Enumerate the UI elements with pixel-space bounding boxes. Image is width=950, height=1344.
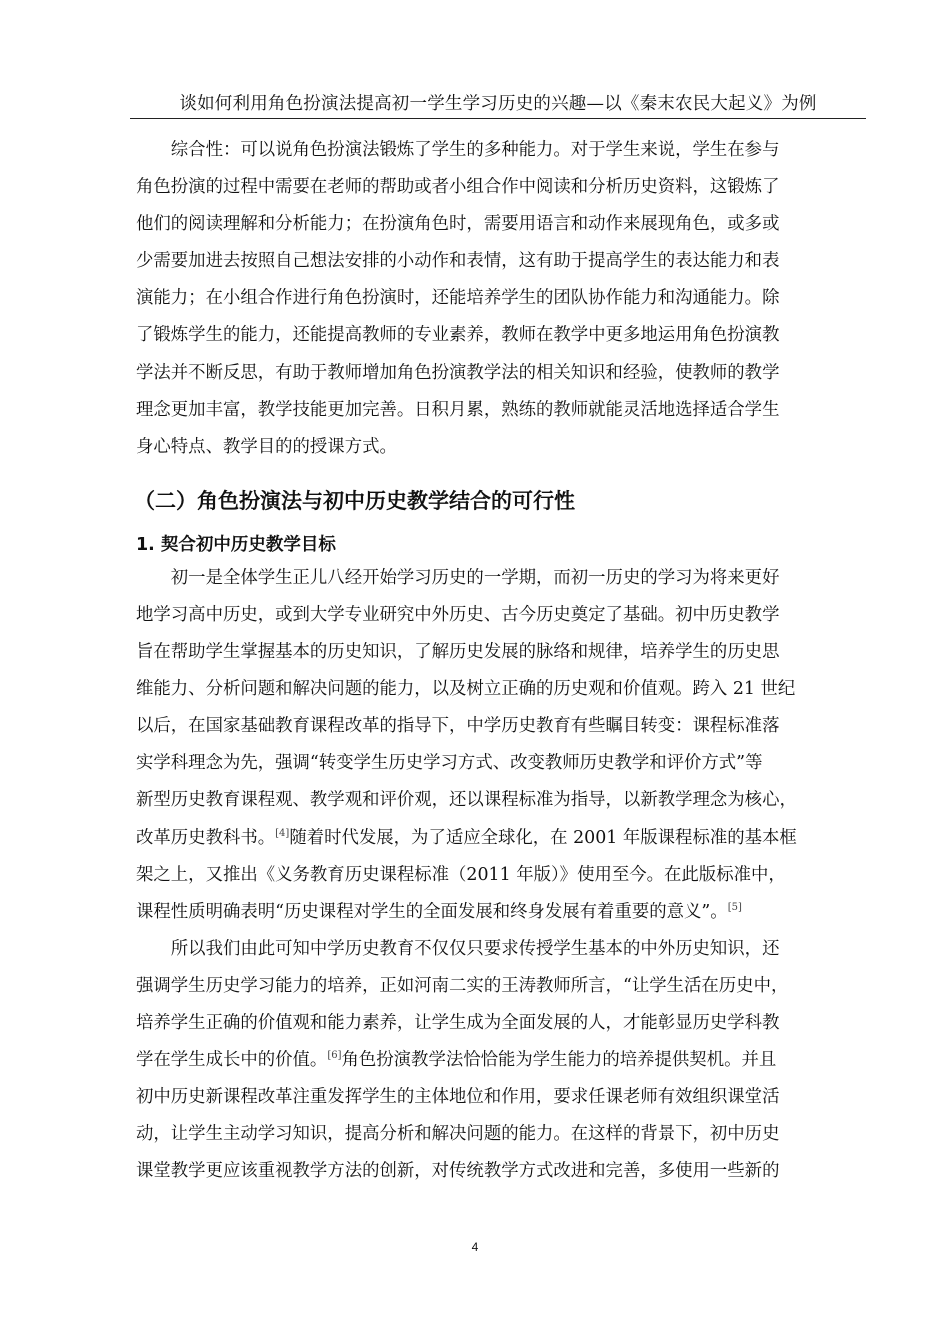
text-line: 初一是全体学生正儿八经开始学习历史的一学期，而初一历史的学习为将来更好 bbox=[136, 567, 780, 588]
running-header: 谈如何利用角色扮演法提高初一学生学习历史的兴趣—以《秦末农民大起义》为例 bbox=[179, 94, 817, 114]
text-line: 初中历史新课程改革注重发挥学生的主体地位和作用，要求任课老师有效组织课堂活 bbox=[136, 1087, 780, 1108]
text-line bbox=[136, 1042, 862, 1079]
text-line: 新型历史教育课程观、教学观和评价观，还以课程标准为指导，以新教学理念为核心， bbox=[136, 790, 797, 811]
text-segment: 角色扮演教学法恰恰能为学生能力的培养提供契机。并且 bbox=[341, 1050, 777, 1071]
text-line: 了锻炼学生的能力，还能提高教师的专业素养，教师在教学中更多地运用角色扮演教 bbox=[136, 325, 780, 346]
text-segment: 学在学生成长中的价值。 bbox=[136, 1050, 328, 1071]
text-line: 角色扮演的过程中需要在老师的帮助或者小组合作中阅读和分析历史资料，这锻炼了 bbox=[136, 177, 780, 198]
page-number: 4 bbox=[471, 1240, 479, 1254]
text-line: 旨在帮助学生掌握基本的历史知识，了解历史发展的脉络和规律，培养学生的历史思 bbox=[136, 642, 780, 663]
paragraph-conclusion bbox=[136, 931, 862, 1191]
text-line: 演能力；在小组合作进行角色扮演时，还能培养学生的团队协作能力和沟通能力。除 bbox=[136, 288, 780, 309]
citation-ref-6: [6] bbox=[327, 1050, 342, 1062]
text-segment: 随着时代发展，为了适应全球化，在 2001 年版课程标准的基本框 bbox=[289, 827, 797, 848]
text-line: 维能力、分析问题和解决问题的能力，以及树立正确的历史观和价值观。跨入 21 世纪 bbox=[136, 679, 796, 700]
text-line: 所以我们由此可知中学历史教育不仅仅只要求传授学生基本的中外历史知识，还 bbox=[136, 938, 780, 959]
text-line: 架之上，又推出《义务教育历史课程标准（2011 年版）》使用至今。在此版标准中， bbox=[136, 864, 786, 885]
section-heading: （二）角色扮演法与初中历史教学结合的可行性 bbox=[134, 488, 575, 513]
page-body bbox=[136, 132, 862, 1190]
citation-ref-4: [4] bbox=[275, 827, 290, 839]
text-line: 地学习高中历史，或到大学专业研究中外历史、古今历史奠定了基础。初中历史教学 bbox=[136, 604, 780, 625]
paragraph-teaching-goals bbox=[136, 560, 862, 931]
citation-ref-5: [5] bbox=[727, 901, 742, 913]
text-line: 少需要加进去按照自己想法安排的小动作和表情，这有助于提高学生的表达能力和表 bbox=[136, 251, 780, 272]
text-line: 实学科理念为先，强调“转变学生历史学习方式、改变教师历史教学和评价方式”等 bbox=[136, 753, 763, 774]
text-line: 身心特点、教学目的的授课方式。 bbox=[136, 436, 397, 457]
text-segment: 课程性质明确表明“历史课程对学生的全面发展和终身发展有着重要的意义”。 bbox=[136, 901, 728, 922]
text-line: 综合性：可以说角色扮演法锻炼了学生的多种能力。对于学生来说，学生在参与 bbox=[136, 140, 780, 160]
header-divider bbox=[130, 118, 866, 119]
text-line: 课堂教学更应该重视教学方法的创新，对传统教学方式改进和完善，多使用一些新的 bbox=[136, 1161, 780, 1182]
paragraph-comprehensiveness bbox=[136, 132, 862, 466]
text-segment: 改革历史教科书。 bbox=[136, 827, 276, 848]
text-line: 强调学生历史学习能力的培养，正如河南二实的王涛教师所言，“让学生活在历史中， bbox=[136, 975, 789, 996]
subsection-heading: 1. 契合初中历史教学目标 bbox=[136, 534, 336, 555]
text-line bbox=[136, 820, 862, 857]
text-line: 理念更加丰富，教学技能更加完善。日积月累，熟练的教师就能灵活地选择适合学生 bbox=[136, 399, 780, 420]
text-line bbox=[136, 894, 862, 931]
text-line: 动，让学生主动学习知识，提高分析和解决问题的能力。在这样的背景下，初中历史 bbox=[136, 1124, 780, 1145]
text-line: 他们的阅读理解和分析能力；在扮演角色时，需要用语言和动作来展现角色，或多或 bbox=[136, 214, 780, 235]
text-line: 培养学生正确的价值观和能力素养，让学生成为全面发展的人，才能彰显历史学科教 bbox=[136, 1012, 780, 1033]
text-line: 以后，在国家基础教育课程改革的指导下，中学历史教育有些瞩目转变：课程标准落 bbox=[136, 716, 780, 737]
text-line: 学法并不断反思，有助于教师增加角色扮演教学法的相关知识和经验，使教师的教学 bbox=[136, 362, 780, 383]
